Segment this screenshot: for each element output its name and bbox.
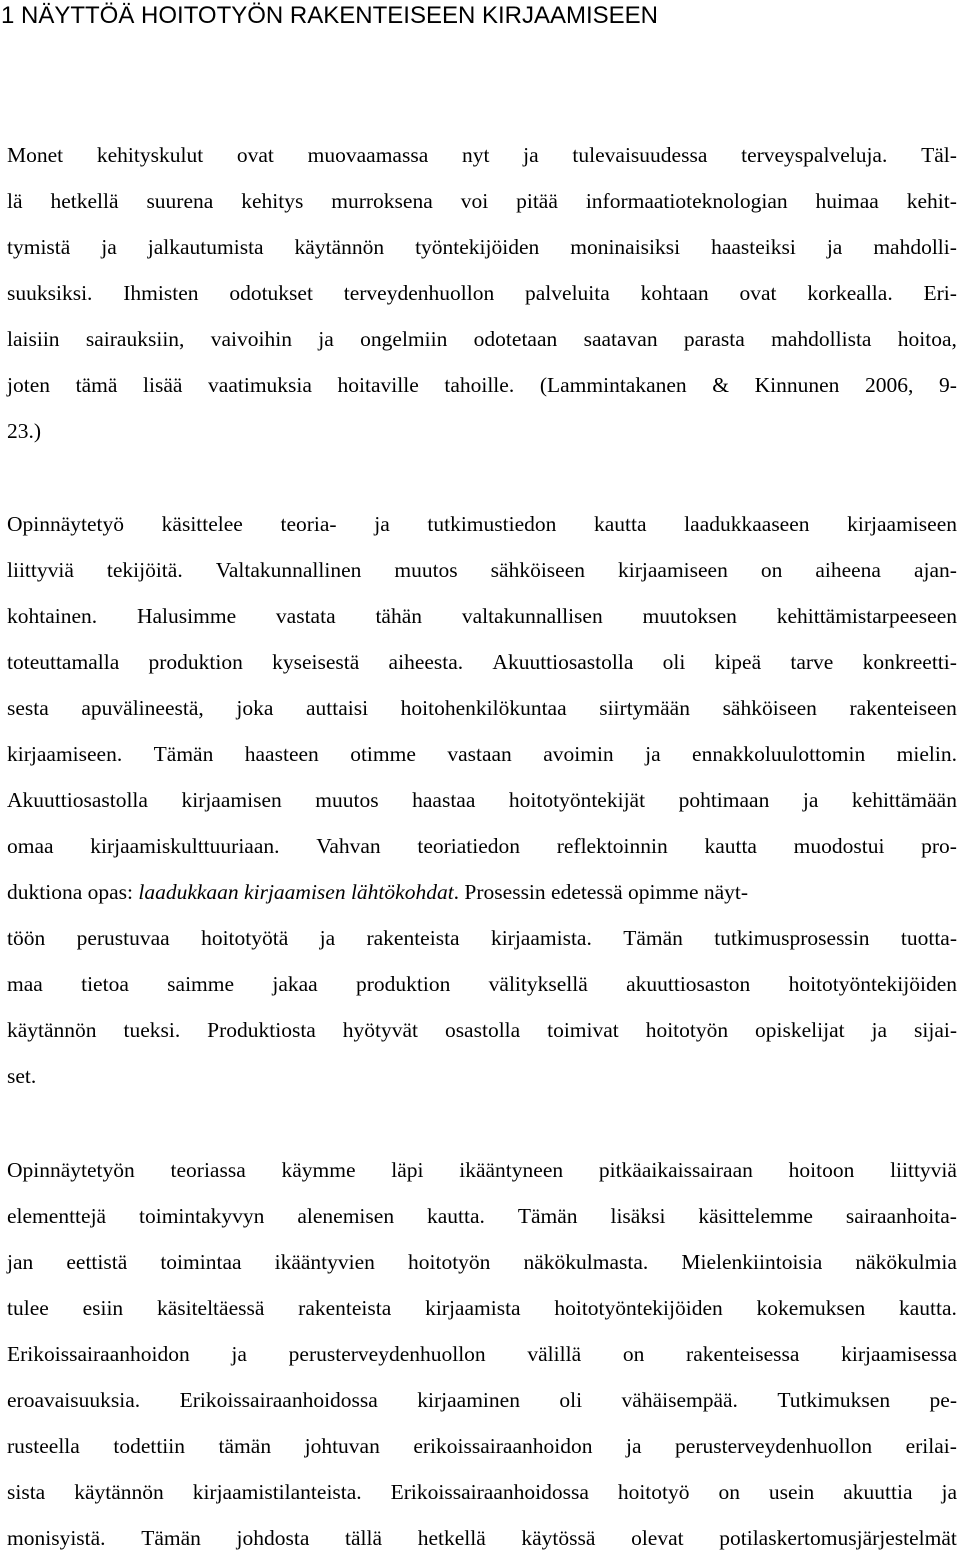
text-line: käytännön tueksi. Produktiosta hyötyvät osastolla toimivat hoitotyön opiskelijat ja sijai- [7,1018,957,1042]
paragraph-3 [7,1147,957,1561]
text-line: laisiin sairauksiin, vaivoihin ja ongelmiin odotetaan saatavan parasta mahdollista hoitoa, [7,327,957,351]
text-line: omaa kirjaamiskulttuuriaan. Vahvan teoriatiedon reflektoinnin kautta muodostui pro- [7,834,957,858]
line-segment: duktiona opas: [7,880,139,904]
text-line: elementtejä toimintakyvyn alenemisen kautta. Tämän lisäksi käsittelemme sairaanhoita- [7,1204,957,1228]
chapter-heading: 1 NÄYTTÖÄ HOITOTYÖN RAKENTEISEEN KIRJAAMISEEN [1,2,659,29]
text-line: lä hetkellä suurena kehitys murroksena voi pitää informaatioteknologian huimaa kehit- [7,189,957,213]
text-line: Opinnäytetyön teoriassa käymme läpi ikääntyneen pitkäaikaissairaan hoitoon liittyviä [7,1158,957,1182]
guide-title-italic: laadukkaan kirjaamisen lähtökohdat [138,880,454,904]
text-line [7,869,957,915]
paragraph-2 [7,501,957,1099]
text-line: set. [7,1064,37,1088]
text-line: kirjaamiseen. Tämän haasteen otimme vastaan avoimin ja ennakkoluulottomin mielin. [7,742,957,766]
text-line: suuksiksi. Ihmisten odotukset terveydenhuollon palveluita kohtaan ovat korkealla. Eri- [7,281,957,305]
text-line: jan eettistä toimintaa ikääntyvien hoitotyön näkökulmasta. Mielenkiintoisia näkökulmia [7,1250,957,1274]
text-line: töön perustuvaa hoitotyötä ja rakenteista kirjaamista. Tämän tutkimusprosessin tuotta- [7,926,957,950]
text-line: liittyviä tekijöitä. Valtakunnallinen muutos sähköiseen kirjaamiseen on aiheena ajan- [7,558,957,582]
paragraph-1 [7,132,957,454]
text-line: sista käytännön kirjaamistilanteista. Erikoissairaanhoidossa hoitotyö on usein akuuttia ja [7,1480,957,1504]
text-line: Erikoissairaanhoidon ja perusterveydenhuollon välillä on rakenteisessa kirjaamisessa [7,1342,957,1366]
text-line: Akuuttiosastolla kirjaamisen muutos haastaa hoitotyöntekijät pohtimaan ja kehittämään [7,788,957,812]
text-line: Monet kehityskulut ovat muovaamassa nyt ja tulevaisuudessa terveyspalveluja. Täl- [7,143,957,167]
text-line: 23.) [7,419,42,443]
text-line: tulee esiin käsiteltäessä rakenteista kirjaamista hoitotyöntekijöiden kokemuksen kautta. [7,1296,957,1320]
text-line: toteuttamalla produktion kyseisestä aiheesta. Akuuttiosastolla oli kipeä tarve konkreetti- [7,650,957,674]
text-line: Opinnäytetyö käsittelee teoria- ja tutkimustiedon kautta laadukkaaseen kirjaamiseen [7,512,957,536]
text-line: joten tämä lisää vaatimuksia hoitaville tahoille. (Lammintakanen & Kinnunen 2006, 9- [7,373,957,397]
text-line: monisyistä. Tämän johdosta tällä hetkellä käytössä olevat potilaskertomusjärjestelmät [7,1526,957,1550]
text-line: kohtainen. Halusimme vastata tähän valtakunnallisen muutoksen kehittämistarpeeseen [7,604,957,628]
line-segment: . Prosessin edetessä opimme näyt- [453,880,749,904]
text-line: sesta apuvälineestä, joka auttaisi hoitohenkilökuntaa siirtymään sähköiseen rakenteiseen [7,696,957,720]
text-line: eroavaisuuksia. Erikoissairaanhoidossa kirjaaminen oli vähäisempää. Tutkimuksen pe- [7,1388,957,1412]
text-line: maa tietoa saimme jakaa produktion välityksellä akuuttiosaston hoitotyöntekijöiden [7,972,957,996]
text-line: rusteella todettiin tämän johtuvan erikoissairaanhoidon ja perusterveydenhuollon erilai- [7,1434,957,1458]
text-line: tymistä ja jalkautumista käytännön työntekijöiden moninaisiksi haasteiksi ja mahdolli- [7,235,957,259]
